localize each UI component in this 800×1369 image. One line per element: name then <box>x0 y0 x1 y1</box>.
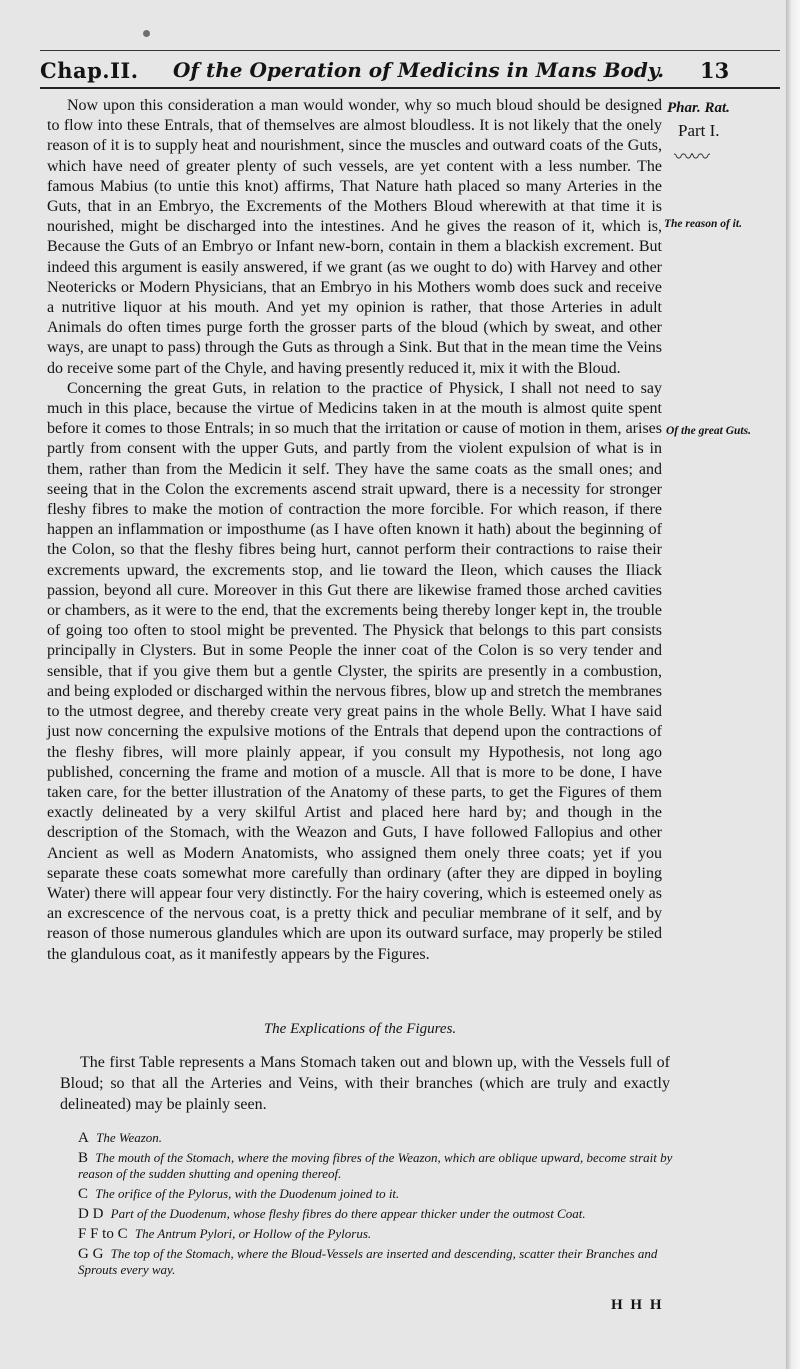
figure-legend <box>78 1130 673 1282</box>
legend-item <box>78 1186 673 1202</box>
legend-label: D D <box>78 1206 104 1222</box>
legend-text: The top of the Stomach, where the Bloud-Vessels are inserted and descending, scatter their Branches and Sprouts every way. <box>78 1246 658 1277</box>
legend-item <box>78 1226 673 1242</box>
legend-label: C <box>78 1186 89 1202</box>
chapter-heading: Chap.II. <box>40 58 139 83</box>
catchword: H H H <box>611 1297 664 1313</box>
legend-text: Part of the Duodenum, whose fleshy fibres do there appear thicker under the outmost Coat. <box>110 1206 586 1221</box>
figures-intro <box>60 1052 670 1115</box>
ink-spot <box>143 30 150 37</box>
margin-ornament: 〰〰 <box>674 147 709 168</box>
running-title: Of the Operation of Medicins in Mans Body. <box>173 58 665 82</box>
margin-note-reason: The reason of it. <box>664 218 742 230</box>
page-number: 13 <box>700 58 730 83</box>
header-rule-top <box>40 50 780 51</box>
legend-text: The Weazon. <box>96 1130 163 1145</box>
page-gutter-shadow <box>786 0 800 1369</box>
figures-section-title: The Explications of the Figures. <box>263 1021 457 1037</box>
legend-label: G G <box>78 1246 104 1262</box>
legend-item <box>78 1150 673 1182</box>
legend-label: F F to C <box>78 1226 128 1242</box>
legend-text: The mouth of the Stomach, where the moving fibres of the Weazon, which are oblique upward, become strait by reason of the sudden shutting and opening thereof. <box>78 1150 673 1181</box>
margin-note-great-guts: Of the great Guts. <box>666 425 751 437</box>
legend-item <box>78 1206 673 1222</box>
paragraph-great-guts: Concerning the great Guts, in relation to the practice of Physick, I shall not need to say much in this place, because the virtue of Medicins taken in at the mouth is almost quite spent before it comes to those Entrals; in so much that the irritation or cause of motion in them, arises partly from consent with the upper Guts, and partly from the violent expulsion of what is in them, rather than from the Medicin it self. They have the same coats as the small ones; and seeing that in the Colon the excrements ascend strait upward, there is a necessity for stronger fleshy fibres to make the motion of contraction the more forcible. For which reason, if there happen an inflammation or imposthume (as I have often known it hath) about the beginning of the Colon, so that the fleshy fibres being hurt, cannot perform their contractions to raise their excrements upward, the excrements stop, and lie toward the Ileon, which causes the Iliack passion, beyond all cure. Moreover in this Gut there are likewise framed those arched cavities or chambers, as it were to the end, that the excrements being thereby longer kept in, the trouble of going too often to stool might be prevented. The Physick that belongs to this part consists principally in Clysters. But in some People the inner coat of the Colon is so very tender and sensible, that if you give them but a gentle Clyster, the spirits are presently in a combustion, and being exploded or discharged within the nervous fibres, blow up and stretch the membranes to the utmost degree, and thereby create very great pains in the whole Belly. What I have said just now concerning the expulsive motions of the Entrals that depend upon the contractions of the fleshy fibres, will more plainly appear, if you consult my Hypothesis, not long ago published, concerning the frame and motion of a muscle. All that is more to be done, I have taken care, for the better illustration of the Anatomy of these parts, to get the Figures of them exactly delineated by a very skilful Artist and placed here hard by; and though in the description of the Stomach, with the Weazon and Guts, I have followed Fallopius and other Ancient as well as Modern Anatomists, who assigned them onely three coats; yet if you separate these coats somewhat more carefully than ordinary (after they are dipped in boyling Water) there will appear four very distinctly. For the hairy covering, which is esteemed onely as an excrescence of the nervous coat, is a pretty thick and peculiar membrane of it self, and by reason of those numerous glandules which are upon its outward surface, may properly be stiled the glandulous coat, as it manifestly appears by the Figures. <box>47 379 662 963</box>
header-rule-bottom <box>40 87 780 89</box>
figures-intro-text: The first Table represents a Mans Stomach taken out and blown up, with the Vessels full of Bloud; so that all the Arteries and Veins, with their branches (which are truly and exactly delineated) may be plainly seen. <box>60 1054 670 1113</box>
legend-label: B <box>78 1150 89 1166</box>
paragraph-stomach-blood: Now upon this consideration a man would wonder, why so much bloud should be designed to flow into these Entrals, that of themselves are almost bloudless. It is not likely that the onely reason of it is to supply heat and nourishment, since the muscles and outward coats of the Guts, which have need of greater plenty of such vessels, are yet content with a less number. The famous Mabius (to untie this knot) affirms, That Nature hath placed so many Arteries in the Guts, that in an Embryo, the Excrements of the Mothers Bloud wherewith at that time it is nourished, might be discharged into the intestines. And he gives the reason of it, which is, Because the Guts of an Embryo or Infant new-born, contain in them a blackish excrement. But indeed this argument is easily answered, if we grant (as we ought to do) with Harvey and other Neotericks or Modern Physicians, that an Embryo in his Mothers womb does suck and receive a nutritive liquor at his mouth. And yet my opinion is rather, that those Arteries in adult Animals do often times purge forth the grosser parts of the bloud (which by sweat, and other ways, are unapt to pass) through the Guts as through a Sink. But that in the mean time the Veins do receive some part of the Chyle, and having presently reduced it, mix it with the Bloud. <box>47 97 662 377</box>
legend-item <box>78 1246 673 1278</box>
legend-text: The orifice of the Pylorus, with the Duodenum joined to it. <box>95 1186 400 1201</box>
main-text <box>47 96 662 965</box>
legend-text: The Antrum Pylori, or Hollow of the Pylorus. <box>134 1226 372 1241</box>
legend-item <box>78 1130 673 1146</box>
margin-note-part: Part I. <box>678 121 720 140</box>
margin-note-phar: Phar. Rat. <box>667 100 730 116</box>
legend-label: A <box>78 1130 89 1146</box>
